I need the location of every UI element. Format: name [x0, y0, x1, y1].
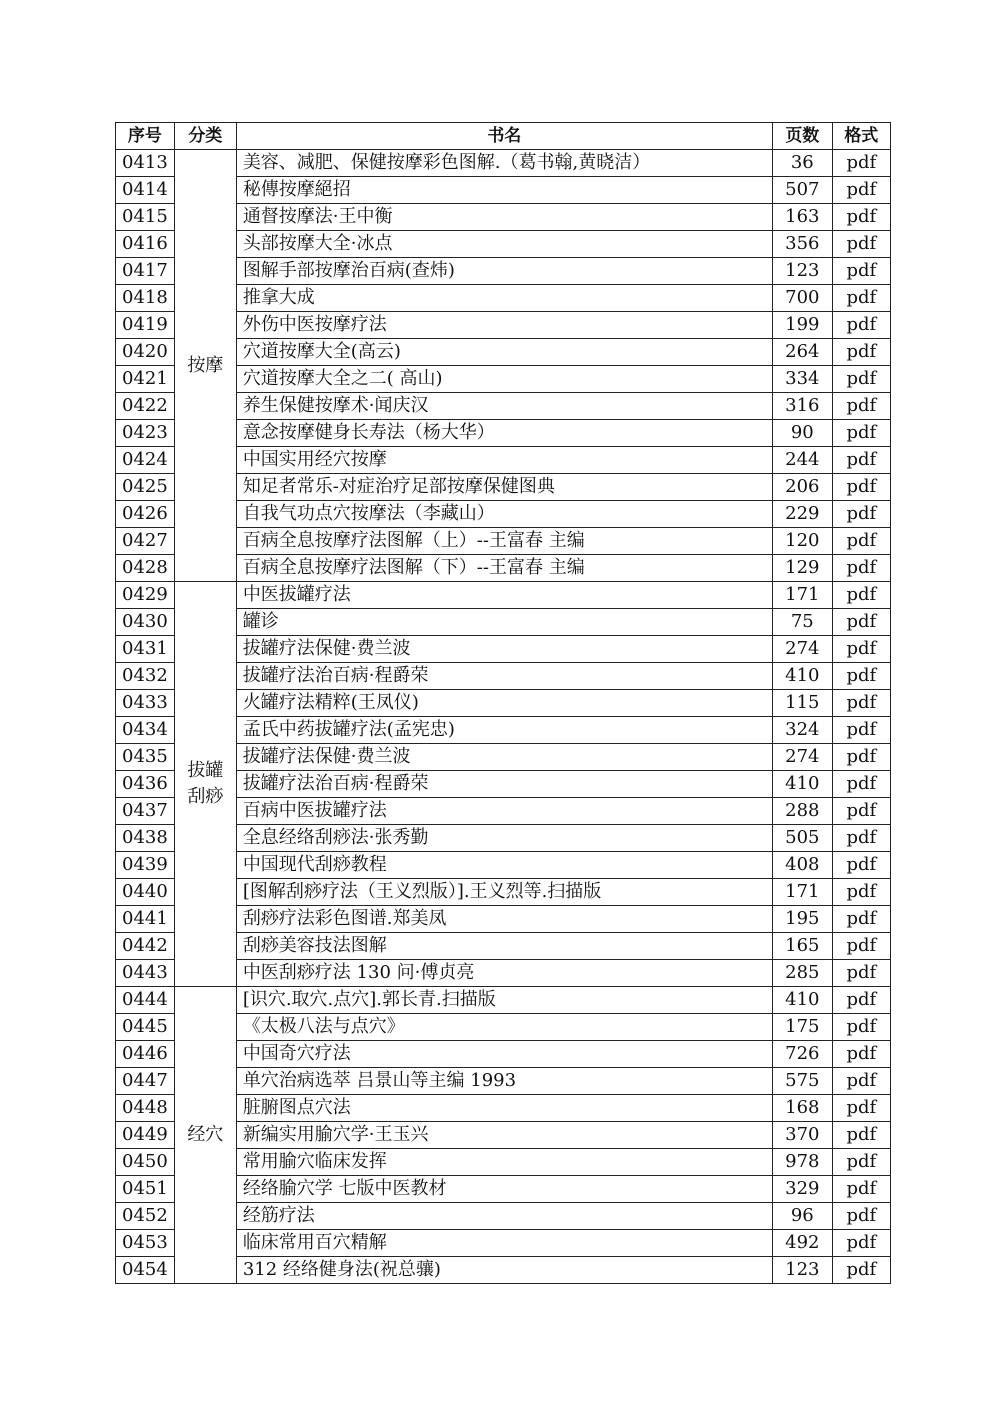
- page-count: 163: [772, 204, 832, 231]
- page-count: 199: [772, 312, 832, 339]
- file-format: pdf: [832, 366, 890, 393]
- row-number: 0432: [116, 663, 175, 690]
- book-title: 单穴治病选萃 吕景山等主编 1993: [236, 1068, 772, 1095]
- row-number: 0431: [116, 636, 175, 663]
- page-count: 195: [772, 906, 832, 933]
- row-number: 0435: [116, 744, 175, 771]
- book-title: 百病中医拔罐疗法: [236, 798, 772, 825]
- file-format: pdf: [832, 1230, 890, 1257]
- row-number: 0443: [116, 960, 175, 987]
- book-title: 美容、减肥、保健按摩彩色图解.（葛书翰,黄晓洁）: [236, 150, 772, 177]
- file-format: pdf: [832, 150, 890, 177]
- row-number: 0440: [116, 879, 175, 906]
- header-num: 序号: [116, 123, 175, 150]
- table-body: [116, 150, 891, 1284]
- page-count: 274: [772, 744, 832, 771]
- file-format: pdf: [832, 204, 890, 231]
- file-format: pdf: [832, 339, 890, 366]
- header-format: 格式: [832, 123, 890, 150]
- book-title: 经络腧穴学 七版中医教材: [236, 1176, 772, 1203]
- row-number: 0442: [116, 933, 175, 960]
- file-format: pdf: [832, 1041, 890, 1068]
- book-title: 脏腑图点穴法: [236, 1095, 772, 1122]
- file-format: pdf: [832, 690, 890, 717]
- row-number: 0449: [116, 1122, 175, 1149]
- row-number: 0425: [116, 474, 175, 501]
- book-title: 新编实用腧穴学·王玉兴: [236, 1122, 772, 1149]
- file-format: pdf: [832, 1095, 890, 1122]
- row-number: 0417: [116, 258, 175, 285]
- file-format: pdf: [832, 285, 890, 312]
- book-title: 中医拔罐疗法: [236, 582, 772, 609]
- book-title: [图解刮痧疗法（王义烈版）].王义烈等.扫描版: [236, 879, 772, 906]
- row-number: 0433: [116, 690, 175, 717]
- book-title: 312 经络健身法(祝总骧): [236, 1257, 772, 1284]
- file-format: pdf: [832, 555, 890, 582]
- row-number: 0452: [116, 1203, 175, 1230]
- file-format: pdf: [832, 231, 890, 258]
- book-title: 中医刮痧疗法 130 问·傅贞亮: [236, 960, 772, 987]
- book-title: 火罐疗法精粹(王凤仪): [236, 690, 772, 717]
- row-number: 0414: [116, 177, 175, 204]
- row-number: 0434: [116, 717, 175, 744]
- header-row: [116, 123, 891, 150]
- page-count: 700: [772, 285, 832, 312]
- page-count: 175: [772, 1014, 832, 1041]
- file-format: pdf: [832, 771, 890, 798]
- row-number: 0445: [116, 1014, 175, 1041]
- book-title: 知足者常乐-对症治疗足部按摩保健图典: [236, 474, 772, 501]
- page-count: 334: [772, 366, 832, 393]
- table-row: [116, 987, 891, 1014]
- file-format: pdf: [832, 1014, 890, 1041]
- page-count: 120: [772, 528, 832, 555]
- page-count: 507: [772, 177, 832, 204]
- page-count: 410: [772, 663, 832, 690]
- page-count: 171: [772, 879, 832, 906]
- page-count: 408: [772, 852, 832, 879]
- page-count: 370: [772, 1122, 832, 1149]
- page-count: 123: [772, 258, 832, 285]
- row-number: 0427: [116, 528, 175, 555]
- book-title: 自我气功点穴按摩法（李藏山）: [236, 501, 772, 528]
- page-count: 410: [772, 987, 832, 1014]
- row-number: 0446: [116, 1041, 175, 1068]
- file-format: pdf: [832, 960, 890, 987]
- book-title: 《太极八法与点穴》: [236, 1014, 772, 1041]
- page-count: 96: [772, 1203, 832, 1230]
- row-number: 0422: [116, 393, 175, 420]
- file-format: pdf: [832, 501, 890, 528]
- header-category: 分类: [174, 123, 236, 150]
- book-title: 临床常用百穴精解: [236, 1230, 772, 1257]
- row-number: 0430: [116, 609, 175, 636]
- page-count: 288: [772, 798, 832, 825]
- book-title: 常用腧穴临床发挥: [236, 1149, 772, 1176]
- row-number: 0444: [116, 987, 175, 1014]
- file-format: pdf: [832, 393, 890, 420]
- table-row: [116, 582, 891, 609]
- book-catalog-table: [115, 122, 891, 1284]
- book-title: 意念按摩健身长寿法（杨大华）: [236, 420, 772, 447]
- book-title: 百病全息按摩疗法图解（上）--王富春 主编: [236, 528, 772, 555]
- page-count: 168: [772, 1095, 832, 1122]
- page-count: 575: [772, 1068, 832, 1095]
- row-number: 0415: [116, 204, 175, 231]
- file-format: pdf: [832, 987, 890, 1014]
- file-format: pdf: [832, 1068, 890, 1095]
- book-title: 秘傳按摩絕招: [236, 177, 772, 204]
- book-title: 拔罐疗法治百病·程爵荣: [236, 771, 772, 798]
- file-format: pdf: [832, 663, 890, 690]
- category-cell: 经穴: [174, 987, 236, 1284]
- category-cell: 拔罐 刮痧: [174, 582, 236, 987]
- page-count: 165: [772, 933, 832, 960]
- book-title: 穴道按摩大全之二( 高山): [236, 366, 772, 393]
- book-title: 拔罐疗法保健·费兰波: [236, 744, 772, 771]
- row-number: 0439: [116, 852, 175, 879]
- page-count: 492: [772, 1230, 832, 1257]
- file-format: pdf: [832, 879, 890, 906]
- book-title: 刮痧疗法彩色图谱.郑美凤: [236, 906, 772, 933]
- book-title: 中国现代刮痧教程: [236, 852, 772, 879]
- page-count: 285: [772, 960, 832, 987]
- book-title: 经筋疗法: [236, 1203, 772, 1230]
- book-title: 拔罐疗法保健·费兰波: [236, 636, 772, 663]
- book-title: 刮痧美容技法图解: [236, 933, 772, 960]
- book-title: 头部按摩大全·冰点: [236, 231, 772, 258]
- book-title: 图解手部按摩治百病(查炜): [236, 258, 772, 285]
- page-count: 206: [772, 474, 832, 501]
- file-format: pdf: [832, 798, 890, 825]
- row-number: 0423: [116, 420, 175, 447]
- row-number: 0426: [116, 501, 175, 528]
- book-title: 中国实用经穴按摩: [236, 447, 772, 474]
- row-number: 0441: [116, 906, 175, 933]
- page-count: 356: [772, 231, 832, 258]
- book-title: 全息经络刮痧法·张秀勤: [236, 825, 772, 852]
- page-count: 978: [772, 1149, 832, 1176]
- page-count: 316: [772, 393, 832, 420]
- page-count: 115: [772, 690, 832, 717]
- header-title: 书名: [236, 123, 772, 150]
- file-format: pdf: [832, 825, 890, 852]
- file-format: pdf: [832, 852, 890, 879]
- file-format: pdf: [832, 582, 890, 609]
- file-format: pdf: [832, 717, 890, 744]
- book-title: [识穴.取穴.点穴].郭长青.扫描版: [236, 987, 772, 1014]
- book-title: 通督按摩法·王中衡: [236, 204, 772, 231]
- row-number: 0453: [116, 1230, 175, 1257]
- file-format: pdf: [832, 420, 890, 447]
- file-format: pdf: [832, 1203, 890, 1230]
- page-count: 505: [772, 825, 832, 852]
- file-format: pdf: [832, 609, 890, 636]
- page-count: 75: [772, 609, 832, 636]
- page-count: 36: [772, 150, 832, 177]
- row-number: 0437: [116, 798, 175, 825]
- file-format: pdf: [832, 1176, 890, 1203]
- file-format: pdf: [832, 258, 890, 285]
- row-number: 0436: [116, 771, 175, 798]
- page-count: 90: [772, 420, 832, 447]
- row-number: 0428: [116, 555, 175, 582]
- book-title: 孟氏中药拔罐疗法(孟宪忠): [236, 717, 772, 744]
- file-format: pdf: [832, 933, 890, 960]
- header-pages: 页数: [772, 123, 832, 150]
- file-format: pdf: [832, 1257, 890, 1284]
- page-count: 244: [772, 447, 832, 474]
- book-title: 百病全息按摩疗法图解（下）--王富春 主编: [236, 555, 772, 582]
- category-cell: 按摩: [174, 150, 236, 582]
- row-number: 0429: [116, 582, 175, 609]
- row-number: 0454: [116, 1257, 175, 1284]
- page-count: 229: [772, 501, 832, 528]
- page-count: 274: [772, 636, 832, 663]
- book-title: 中国奇穴疗法: [236, 1041, 772, 1068]
- file-format: pdf: [832, 474, 890, 501]
- book-title: 外伤中医按摩疗法: [236, 312, 772, 339]
- book-title: 罐诊: [236, 609, 772, 636]
- table-row: [116, 150, 891, 177]
- page-count: 264: [772, 339, 832, 366]
- row-number: 0413: [116, 150, 175, 177]
- page-count: 123: [772, 1257, 832, 1284]
- row-number: 0418: [116, 285, 175, 312]
- row-number: 0416: [116, 231, 175, 258]
- file-format: pdf: [832, 906, 890, 933]
- row-number: 0451: [116, 1176, 175, 1203]
- row-number: 0438: [116, 825, 175, 852]
- page-count: 410: [772, 771, 832, 798]
- file-format: pdf: [832, 312, 890, 339]
- file-format: pdf: [832, 1149, 890, 1176]
- page-count: 324: [772, 717, 832, 744]
- book-title: 推拿大成: [236, 285, 772, 312]
- page-count: 329: [772, 1176, 832, 1203]
- row-number: 0420: [116, 339, 175, 366]
- file-format: pdf: [832, 528, 890, 555]
- row-number: 0424: [116, 447, 175, 474]
- row-number: 0447: [116, 1068, 175, 1095]
- page-count: 171: [772, 582, 832, 609]
- book-title: 拔罐疗法治百病·程爵荣: [236, 663, 772, 690]
- book-title: 穴道按摩大全(高云): [236, 339, 772, 366]
- file-format: pdf: [832, 636, 890, 663]
- row-number: 0448: [116, 1095, 175, 1122]
- row-number: 0419: [116, 312, 175, 339]
- row-number: 0421: [116, 366, 175, 393]
- row-number: 0450: [116, 1149, 175, 1176]
- page-count: 129: [772, 555, 832, 582]
- file-format: pdf: [832, 447, 890, 474]
- file-format: pdf: [832, 1122, 890, 1149]
- file-format: pdf: [832, 177, 890, 204]
- book-title: 养生保健按摩术·闻庆汉: [236, 393, 772, 420]
- page-count: 726: [772, 1041, 832, 1068]
- file-format: pdf: [832, 744, 890, 771]
